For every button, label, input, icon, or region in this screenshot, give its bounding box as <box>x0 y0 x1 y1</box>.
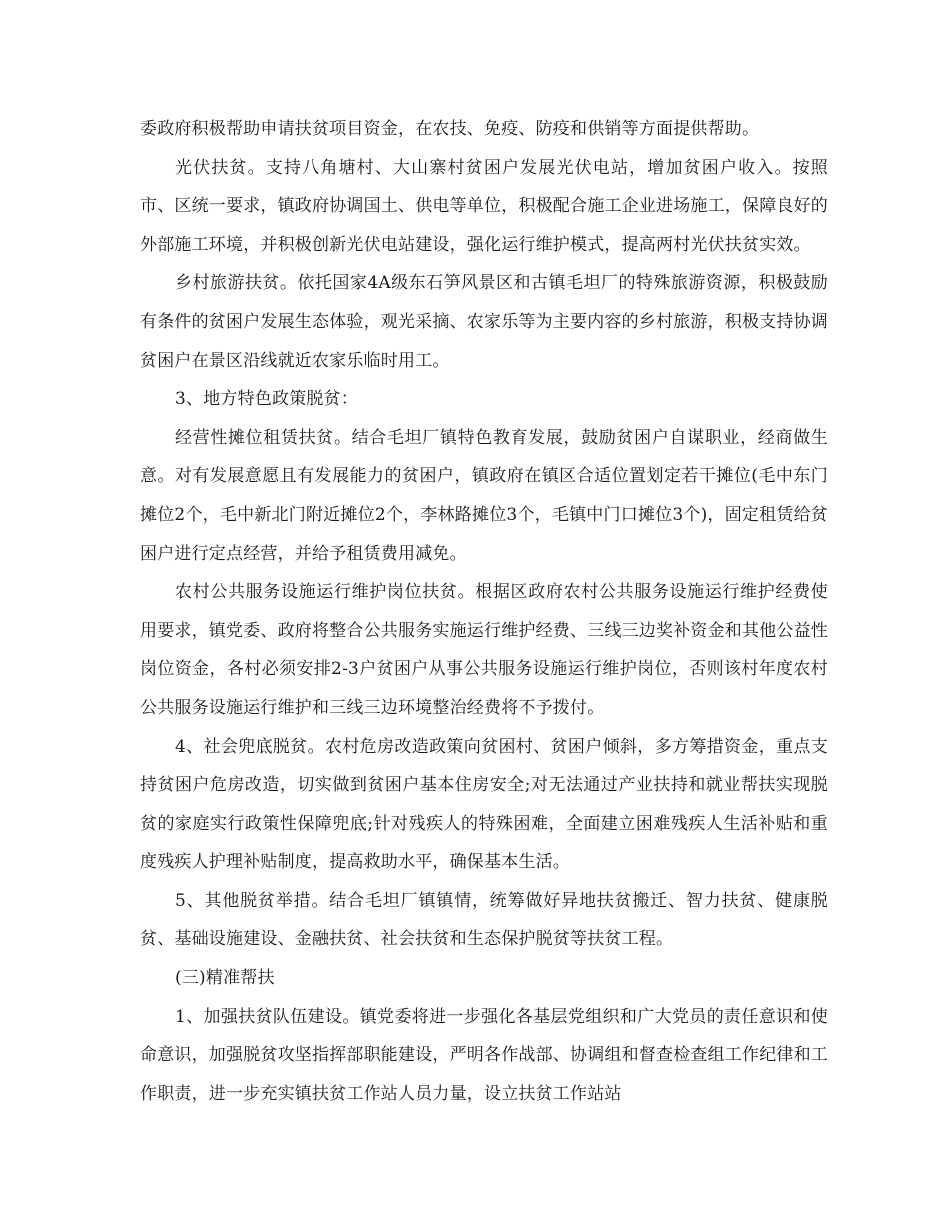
paragraph-6: 农村公共服务设施运行维护岗位扶贫。根据区政府农村公共服务设施运行维护经费使用要求，镇党委、政府将整合公共服务实施运行维护经费、三线三边奖补资金和其他公益性岗位资金，各村必须安排2-3户贫困户从事公共服务设施运行维护岗位，否则该村年度农村公共服务设施运行维护和三线三边环境整治经费将不予拨付。 <box>140 582 828 718</box>
paragraph-7: 4、社会兜底脱贫。农村危房改造政策向贫困村、贫困户倾斜，多方筹措资金，重点支持贫困户危房改造，切实做到贫困户基本住房安全;对无法通过产业扶持和就业帮扶实现脱贫的家庭实行政策性保障兜底;针对残疾人的特殊困难，全面建立困难残疾人生活补贴和重度残疾人护理补贴制度，提高救助水平，确保基本生活。 <box>140 736 828 873</box>
paragraph-5: 经营性摊位租赁扶贫。结合毛坦厂镇特色教育发展，鼓励贫困户自谋职业，经商做生意。对有发展意愿且有发展能力的贫困户，镇政府在镇区合适位置划定若干摊位(毛中东门摊位2个，毛中新北门附近摊位2个，李林路摊位3个，毛镇中门口摊位3个)，固定租赁给贫困户进行定点经营，并给予租赁费用减免。 <box>140 427 828 564</box>
document-body <box>140 110 828 1113</box>
paragraph-1: 委政府积极帮助申请扶贫项目资金，在农技、免疫、防疫和供销等方面提供帮助。 <box>140 119 760 139</box>
paragraph-3: 乡村旅游扶贫。依托国家4A级东石笋风景区和古镇毛坦厂的特殊旅游资源，积极鼓励有条件的贫困户发展生态体验，观光采摘、农家乐等为主要内容的乡村旅游，积极支持协调贫困户在景区沿线就近农家乐临时用工。 <box>140 273 828 371</box>
paragraph-8: 5、其他脱贫举措。结合毛坦厂镇镇情，统筹做好异地扶贫搬迁、智力扶贫、健康脱贫、基础设施建设、金融扶贫、社会扶贫和生态保护脱贫等扶贫工程。 <box>140 890 828 950</box>
paragraph-2: 光伏扶贫。支持八角塘村、大山寨村贫困户发展光伏电站，增加贫困户收入。按照市、区统一要求，镇政府协调国土、供电等单位，积极配合施工企业进场施工，保障良好的外部施工环境，并积极创新光伏电站建设，强化运行维护模式，提高两村光伏扶贫实效。 <box>140 157 828 255</box>
paragraph-9: (三)精准帮扶 <box>175 968 275 989</box>
paragraph-4: 3、地方特色政策脱贫： <box>175 389 359 410</box>
paragraph-10: 1、加强扶贫队伍建设。镇党委将进一步强化各基层党组织和广大党员的责任意识和使命意识，加强脱贫攻坚指挥部职能建设，严明各作战部、协调组和督查检查组工作纪律和工作职责，进一步充实镇扶贫工作站人员力量，设立扶贫工作站站 <box>140 1006 828 1104</box>
